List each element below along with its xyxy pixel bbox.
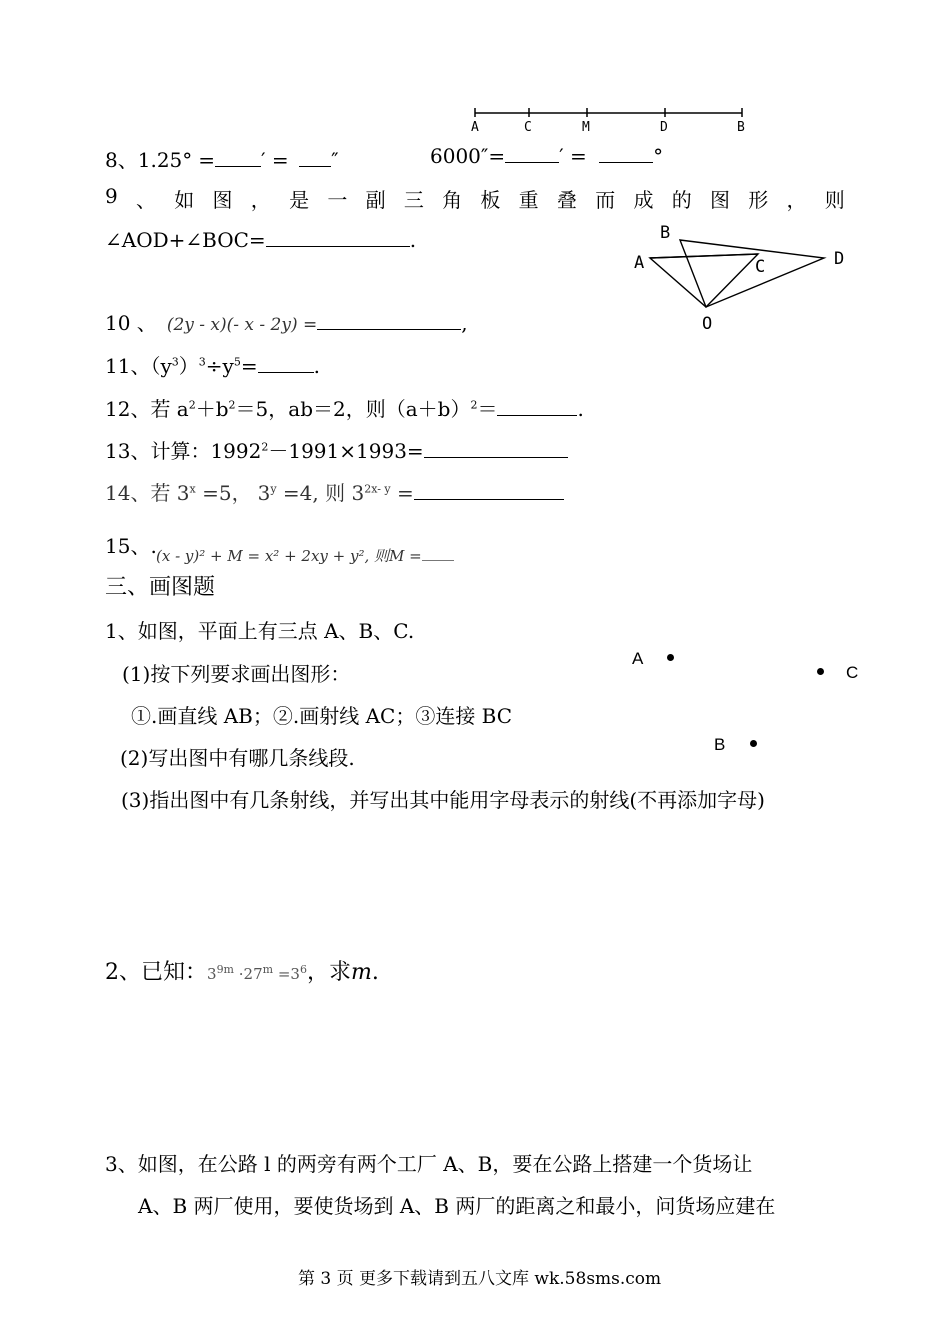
text-part: ＝5，ab＝2，则（a＋b）: [235, 397, 471, 421]
triangle-label-a: A: [634, 253, 645, 273]
point-b-dot: [750, 740, 757, 747]
q9-char: 板: [480, 188, 501, 212]
problem-2-expression: [207, 965, 307, 983]
answer-blank-13[interactable]: [424, 439, 568, 458]
text-part: 若 3: [150, 481, 190, 505]
text-part: ＝: [477, 397, 498, 421]
degree-symbol: °: [182, 148, 193, 172]
question-13-number: 13、: [105, 439, 151, 463]
q9-char: 则: [824, 188, 845, 212]
q9-char: ，: [786, 188, 807, 212]
exponent: m: [262, 963, 274, 976]
question-15-expr-text: (x - y)² + M = x² + 2xy + y², 则M =: [156, 547, 422, 565]
problem-1-sub-3: (3)指出图中有几条射线，并写出其中能用字母表示的射线(不再添加字母): [121, 788, 765, 812]
expr-part: =3: [273, 965, 300, 983]
problem-1-sub-2: (2)写出图中有哪几条线段.: [120, 746, 355, 770]
answer-blank-11[interactable]: [258, 354, 314, 373]
text-part: 3: [257, 481, 271, 505]
exponent: 2: [261, 440, 269, 454]
q9-char: 图: [212, 188, 233, 212]
exponent: 2x- y: [364, 482, 391, 496]
answer-blank-12[interactable]: [497, 397, 577, 416]
triangle-label-d: D: [834, 249, 845, 269]
exponent: 6: [299, 963, 307, 976]
number-line-label-a: A: [471, 120, 479, 135]
equals-sign: =: [563, 144, 594, 168]
question-13: [105, 435, 568, 464]
question-10: [105, 307, 468, 336]
number-line-label-m: M: [582, 120, 590, 135]
question-8-right: [430, 144, 663, 168]
point-a-dot: [667, 654, 674, 661]
q9-char: 叠: [556, 188, 577, 212]
text-part: =5，: [195, 481, 252, 505]
expr-part: ÷y: [205, 354, 234, 378]
exponent: 3: [198, 355, 206, 369]
expr-part: （y: [150, 354, 172, 378]
text-part: 已知：: [141, 960, 208, 985]
exponent: 9m: [216, 963, 234, 976]
q9-char: 如: [174, 188, 195, 212]
degree-symbol: °: [653, 144, 664, 168]
question-10-number: 10 、: [105, 311, 157, 335]
q9-char: 是: [289, 188, 310, 212]
problem-2-number: 2、: [105, 960, 141, 985]
period: .: [409, 228, 417, 252]
question-9-line-1: [105, 184, 845, 213]
question-9-line-2: [105, 228, 416, 252]
question-11-number: 11、: [105, 354, 151, 378]
period: .: [313, 354, 320, 378]
problem-1-text: 如图，平面上有三点 A、B、C.: [137, 619, 415, 643]
answer-blank-10[interactable]: [317, 311, 461, 330]
triangle-label-o: O: [702, 314, 713, 334]
question-8-number: 8、: [105, 148, 138, 172]
exponent: 2: [470, 398, 478, 412]
text-part: ，求: [306, 960, 351, 985]
q9-char: 、: [136, 188, 156, 212]
exponent: x: [189, 482, 196, 496]
triangle-label-c: C: [755, 257, 766, 277]
text-part: =4, 则 3: [276, 481, 365, 505]
exponent: 2: [228, 398, 236, 412]
problem-3-number: 3、: [105, 1152, 138, 1176]
question-15: [105, 530, 157, 559]
expr-part: 3: [207, 965, 217, 983]
triangle-label-b: B: [660, 223, 671, 243]
text-part: －1991×1993=: [268, 439, 424, 463]
problem-3-line-1: [105, 1148, 752, 1177]
q9-char: 而: [595, 188, 616, 212]
question-8-left-value: 1.25: [137, 148, 183, 172]
q9-char: 角: [442, 188, 463, 212]
answer-blank-8c[interactable]: [505, 144, 559, 163]
section-3-heading: 三、画图题: [105, 575, 216, 600]
page-footer: 第 3 页 更多下载请到五八文库 wk.58sms.com: [298, 1269, 662, 1289]
q9-char: 9: [105, 184, 118, 208]
exponent: 3: [171, 355, 179, 369]
answer-blank-9[interactable]: [266, 228, 410, 247]
exponent: y: [270, 482, 277, 496]
q9-char: 形: [748, 188, 769, 212]
number-line-label-d: D: [660, 120, 668, 135]
q9-char: 成: [633, 188, 654, 212]
point-c-dot: [817, 668, 824, 675]
variable-m: m: [350, 960, 372, 985]
question-12-number: 12、: [105, 397, 151, 421]
period: .: [371, 960, 379, 985]
number-line-label-b: B: [737, 120, 745, 135]
equals-sign: =: [488, 144, 506, 168]
problem-3-text-1: 如图，在公路 l 的两旁有两个工厂 A、B，要在公路上搭建一个货场让: [137, 1152, 753, 1176]
equals-sign: =: [265, 148, 296, 172]
triangle-figure: [628, 218, 858, 338]
text-part: =: [390, 481, 414, 505]
problem-1-number: 1、: [105, 619, 138, 643]
text-part: 计算：1992: [150, 439, 262, 463]
answer-blank-15[interactable]: [422, 546, 454, 561]
equals-sign: =: [198, 148, 216, 172]
number-line-label-c: C: [524, 120, 532, 135]
q9-char: 图: [709, 188, 730, 212]
question-10-expression: (2y - x)(- x - 2y) =: [166, 315, 318, 335]
minute-symbol: ′: [559, 144, 564, 168]
text-part: ＋b: [195, 397, 229, 421]
problem-2: [105, 955, 379, 986]
second-symbol: ″: [331, 148, 339, 172]
dot: .: [150, 534, 157, 558]
point-label-b: B: [714, 735, 726, 754]
answer-blank-14[interactable]: [414, 481, 564, 500]
question-8-right-value: 6000″: [430, 144, 489, 168]
period: .: [577, 397, 584, 421]
question-15-expression: [156, 545, 454, 566]
question-15-number: 15、: [105, 534, 151, 558]
expr-part: ·27: [234, 965, 263, 983]
q9-char: 一: [327, 188, 348, 212]
minute-symbol: ′: [261, 148, 266, 172]
problem-1: [105, 615, 414, 644]
problem-1-sub-1-items: ①.画直线 AB；②.画射线 AC；③连接 BC: [131, 704, 513, 728]
q9-char: ，: [250, 188, 271, 212]
expr-part: =: [240, 354, 258, 378]
exponent: 2: [188, 398, 196, 412]
point-label-c: C: [846, 663, 859, 682]
answer-blank-8a[interactable]: [215, 148, 261, 167]
expr-part: ）: [178, 354, 199, 378]
problem-1-sub-1: (1)按下列要求画出图形：: [122, 662, 351, 686]
question-11: [105, 350, 320, 379]
question-8: [105, 144, 339, 173]
point-label-a: A: [632, 649, 644, 668]
text-part: 若 a: [150, 397, 189, 421]
q9-char: 的: [671, 188, 692, 212]
q9-char: 重: [518, 188, 539, 212]
answer-blank-8b[interactable]: [299, 148, 331, 167]
q9-char: 三: [403, 188, 424, 212]
number-line-figure: [466, 104, 756, 136]
question-14: [105, 477, 564, 506]
q9-char: 副: [365, 188, 386, 212]
comma: ,: [461, 311, 468, 335]
question-9-expression: ∠AOD+∠BOC=: [105, 228, 266, 252]
question-12: [105, 393, 584, 422]
answer-blank-8d[interactable]: [599, 144, 653, 163]
question-14-number: 14、: [105, 481, 151, 505]
problem-3-line-2: A、B 两厂使用，要使货场到 A、B 两厂的距离之和最小，问货场应建在: [138, 1194, 776, 1218]
exponent: 5: [233, 355, 241, 369]
